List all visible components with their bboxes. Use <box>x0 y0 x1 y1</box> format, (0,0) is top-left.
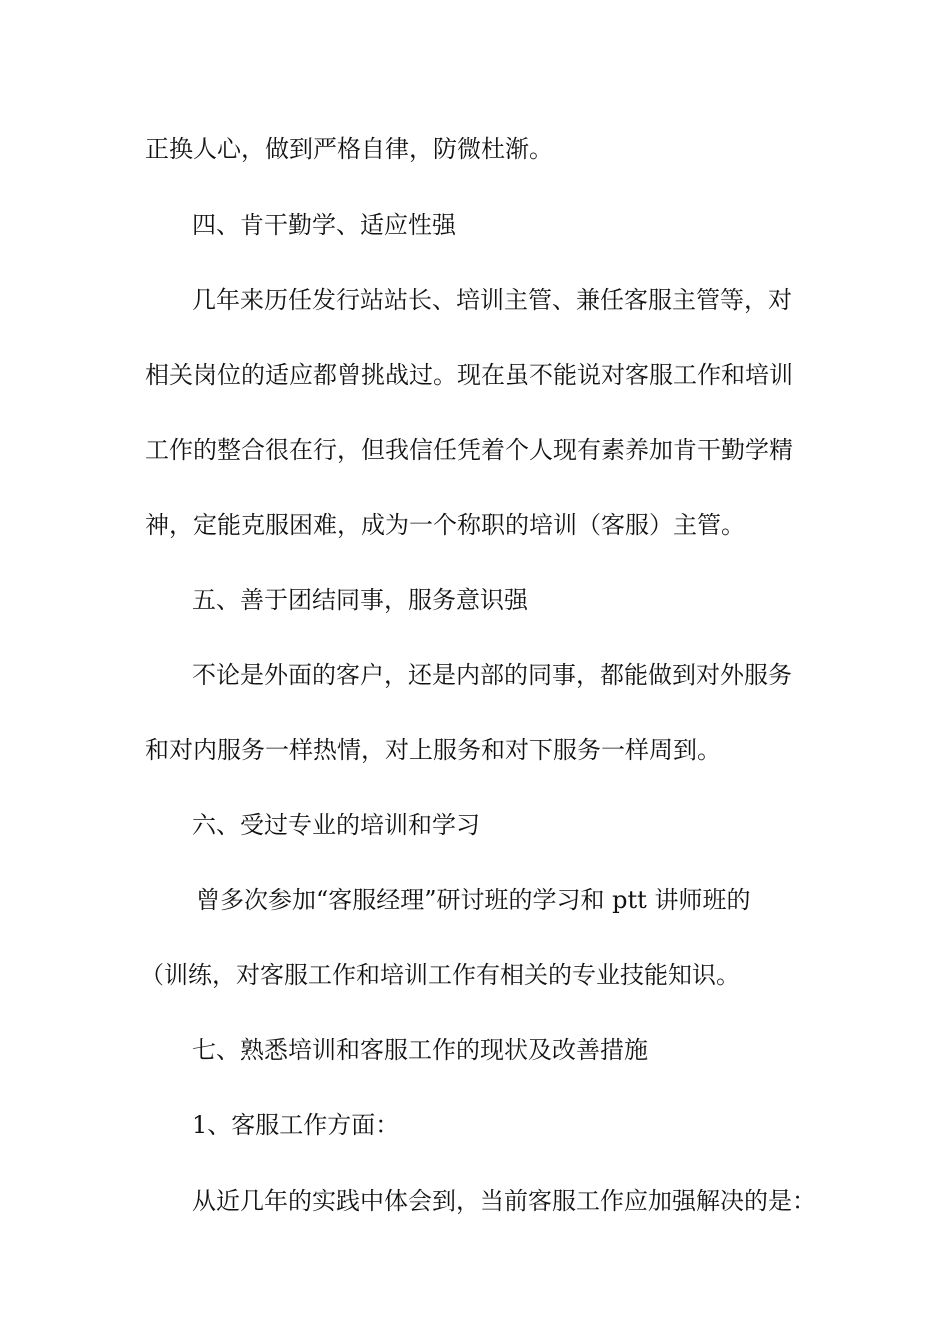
body-line <box>0 430 950 470</box>
line-text: 正换人心，做到严格自律，防微杜渐。 <box>145 135 553 163</box>
subsection-heading <box>0 1105 950 1145</box>
body-line <box>0 280 950 320</box>
line-text: 和对内服务一样热情，对上服务和对下服务一样周到。 <box>145 736 721 764</box>
body-line <box>0 655 950 695</box>
section-heading <box>0 805 950 845</box>
body-line <box>0 730 950 770</box>
line-text: 几年来历任发行站站长、培训主管、兼任客服主管等，对 <box>192 286 792 314</box>
section-heading <box>0 580 950 620</box>
body-line <box>0 955 950 995</box>
body-line <box>0 355 950 395</box>
line-text: 不论是外面的客户，还是内部的同事，都能做到对外服务 <box>192 661 792 689</box>
line-text: 工作的整合很在行，但我信任凭着个人现有素养加肯干勤学精 <box>145 436 793 464</box>
line-text: 曾多次参加“客服经理”研讨班的学习和 ptt 讲师班的 <box>196 886 751 914</box>
line-text: （训练，对客服工作和培训工作有相关的专业技能知识。 <box>140 961 740 989</box>
section-heading <box>0 205 950 245</box>
heading-text: 五、善于团结同事，服务意识强 <box>192 586 528 614</box>
heading-text: 七、熟悉培训和客服工作的现状及改善措施 <box>192 1036 648 1064</box>
line-text: 相关岗位的适应都曾挑战过。现在虽不能说对客服工作和培训 <box>145 361 793 389</box>
line-text: 从近几年的实践中体会到，当前客服工作应加强解决的是： <box>192 1187 816 1215</box>
section-heading <box>0 1030 950 1070</box>
heading-text: 六、受过专业的培训和学习 <box>192 811 480 839</box>
body-line <box>0 880 950 920</box>
body-line <box>0 1181 950 1221</box>
heading-text: 四、肯干勤学、适应性强 <box>192 211 456 239</box>
body-line <box>0 505 950 545</box>
heading-text: 1、客服工作方面： <box>192 1111 400 1139</box>
line-text: 神，定能克服困难，成为一个称职的培训（客服）主管。 <box>145 511 745 539</box>
body-line <box>0 129 950 169</box>
